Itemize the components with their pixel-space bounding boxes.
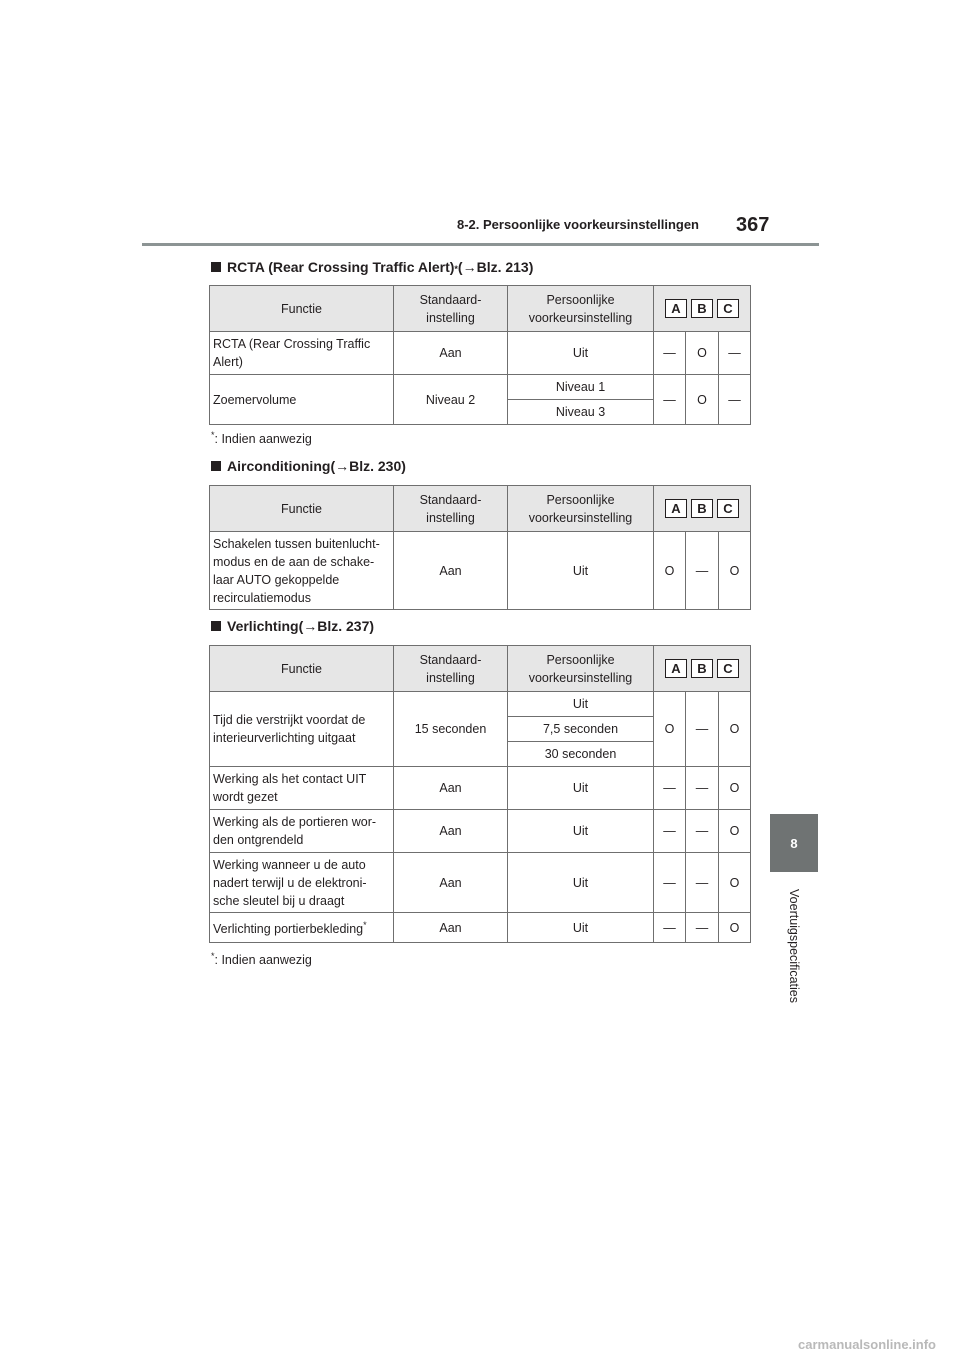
col-custom: Persoonlijke voorkeursinstelling (508, 646, 654, 692)
bullet-square-icon (211, 262, 221, 272)
cell-b: — (686, 532, 719, 610)
asterisk: * (363, 920, 367, 931)
table-row (210, 810, 751, 853)
rcta-table (209, 285, 751, 425)
cell-custom: 7,5 seconden (508, 717, 654, 742)
cell-default: Aan (394, 913, 508, 943)
chapter-tab (770, 814, 818, 872)
cell-function: Schakelen tussen buitenlucht- modus en de aan de schake- laar AUTO gekoppelde recirculatiemodus (210, 532, 394, 610)
table-row (210, 332, 751, 375)
cell-a: — (654, 810, 686, 853)
cell-b: O (686, 375, 719, 425)
col-c: C (717, 299, 739, 318)
cell-b: — (686, 810, 719, 853)
cell-custom: Uit (508, 767, 654, 810)
cell-default: Aan (394, 853, 508, 913)
cell-b: — (686, 913, 719, 943)
verlichting-table (209, 645, 751, 943)
cell-custom: Niveau 3 (508, 400, 654, 425)
cell-b: O (686, 332, 719, 375)
cell-b: — (686, 692, 719, 767)
col-function: Functie (210, 286, 394, 332)
col-abc (654, 646, 751, 692)
footnote-mark: * (211, 951, 215, 961)
cell-function (210, 913, 394, 943)
cell-c: O (719, 767, 751, 810)
cell-c: — (719, 375, 751, 425)
cell-c: — (719, 332, 751, 375)
table-header-row (210, 286, 751, 332)
col-abc (654, 486, 751, 532)
cell-a: O (654, 532, 686, 610)
bullet-square-icon (211, 621, 221, 631)
section-title-text: RCTA (Rear Crossing Traffic Alert) (227, 259, 455, 275)
cell-a: — (654, 853, 686, 913)
section-heading-rcta (211, 259, 533, 275)
table-row (210, 375, 751, 400)
col-default: Standaard- instelling (394, 286, 508, 332)
col-b: B (691, 299, 713, 318)
asterisk: * (454, 264, 458, 274)
cell-default: Aan (394, 332, 508, 375)
cell-c: O (719, 532, 751, 610)
cell-custom: Uit (508, 692, 654, 717)
table-header-row (210, 646, 751, 692)
col-custom: Persoonlijke voorkeursinstelling (508, 286, 654, 332)
cell-custom: Niveau 1 (508, 375, 654, 400)
section-title: 8-2. Persoonlijke voorkeursinstellingen (456, 217, 699, 232)
cell-a: — (654, 913, 686, 943)
section-heading-verlichting (211, 618, 374, 634)
footnote-text: : Indien aanwezig (214, 953, 312, 968)
cell-default: 15 seconden (394, 692, 508, 767)
cell-a: — (654, 767, 686, 810)
cell-function: Zoemervolume (210, 375, 394, 425)
cell-custom: Uit (508, 810, 654, 853)
section-title-text: Verlichting (227, 618, 299, 634)
table-header-row (210, 486, 751, 532)
col-b: B (691, 499, 713, 518)
cell-default: Niveau 2 (394, 375, 508, 425)
table-row (210, 767, 751, 810)
cell-a: O (654, 692, 686, 767)
cell-default: Aan (394, 532, 508, 610)
col-custom: Persoonlijke voorkeursinstelling (508, 486, 654, 532)
watermark: carmanualsonline.info (798, 1337, 936, 1352)
table-row (210, 913, 751, 943)
section-heading-airconditioning (211, 458, 406, 474)
cell-c: O (719, 913, 751, 943)
bullet-square-icon (211, 461, 221, 471)
section-ref: (→Blz. 230) (330, 458, 406, 474)
cell-custom: 30 seconden (508, 742, 654, 767)
col-a: A (665, 499, 687, 518)
cell-custom: Uit (508, 332, 654, 375)
col-c: C (717, 499, 739, 518)
cell-c: O (719, 810, 751, 853)
cell-function: RCTA (Rear Crossing Traffic Alert) (210, 332, 394, 375)
cell-c: O (719, 853, 751, 913)
cell-a: — (654, 375, 686, 425)
airconditioning-table (209, 485, 751, 610)
cell-b: — (686, 853, 719, 913)
cell-a: — (654, 332, 686, 375)
cell-custom: Uit (508, 532, 654, 610)
section-title-text: Airconditioning (227, 458, 331, 474)
page-number: 367 (736, 214, 770, 236)
footnote (211, 430, 312, 446)
cell-custom: Uit (508, 913, 654, 943)
cell-default: Aan (394, 810, 508, 853)
col-a: A (665, 659, 687, 678)
col-default: Standaard- instelling (394, 486, 508, 532)
cell-function-text: Verlichting portierbekleding (213, 922, 364, 937)
chapter-number: 8 (790, 835, 798, 851)
table-row (210, 853, 751, 913)
footnote-text: : Indien aanwezig (214, 432, 312, 447)
cell-function: Werking wanneer u de auto nadert terwijl u de elektroni- sche sleutel bij u draagt (210, 853, 394, 913)
table-row (210, 532, 751, 610)
cell-c: O (719, 692, 751, 767)
cell-function: Tijd die verstrijkt voordat de interieurverlichting uitgaat (210, 692, 394, 767)
section-ref: (→Blz. 213) (457, 259, 534, 275)
col-default: Standaard- instelling (394, 646, 508, 692)
chapter-label: Voertuigspecificaties (787, 889, 801, 1003)
col-c: C (717, 659, 739, 678)
col-b: B (691, 659, 713, 678)
col-function: Functie (210, 486, 394, 532)
footnote-mark: * (211, 430, 215, 440)
cell-custom: Uit (508, 853, 654, 913)
col-a: A (665, 299, 687, 318)
cell-function: Werking als de portieren wor- den ontgrendeld (210, 810, 394, 853)
cell-function: Werking als het contact UIT wordt gezet (210, 767, 394, 810)
section-ref: (→Blz. 237) (298, 618, 375, 634)
header-rule (142, 243, 819, 246)
col-function: Functie (210, 646, 394, 692)
cell-default: Aan (394, 767, 508, 810)
col-abc (654, 286, 751, 332)
footnote (211, 951, 312, 967)
table-row (210, 692, 751, 717)
cell-b: — (686, 767, 719, 810)
